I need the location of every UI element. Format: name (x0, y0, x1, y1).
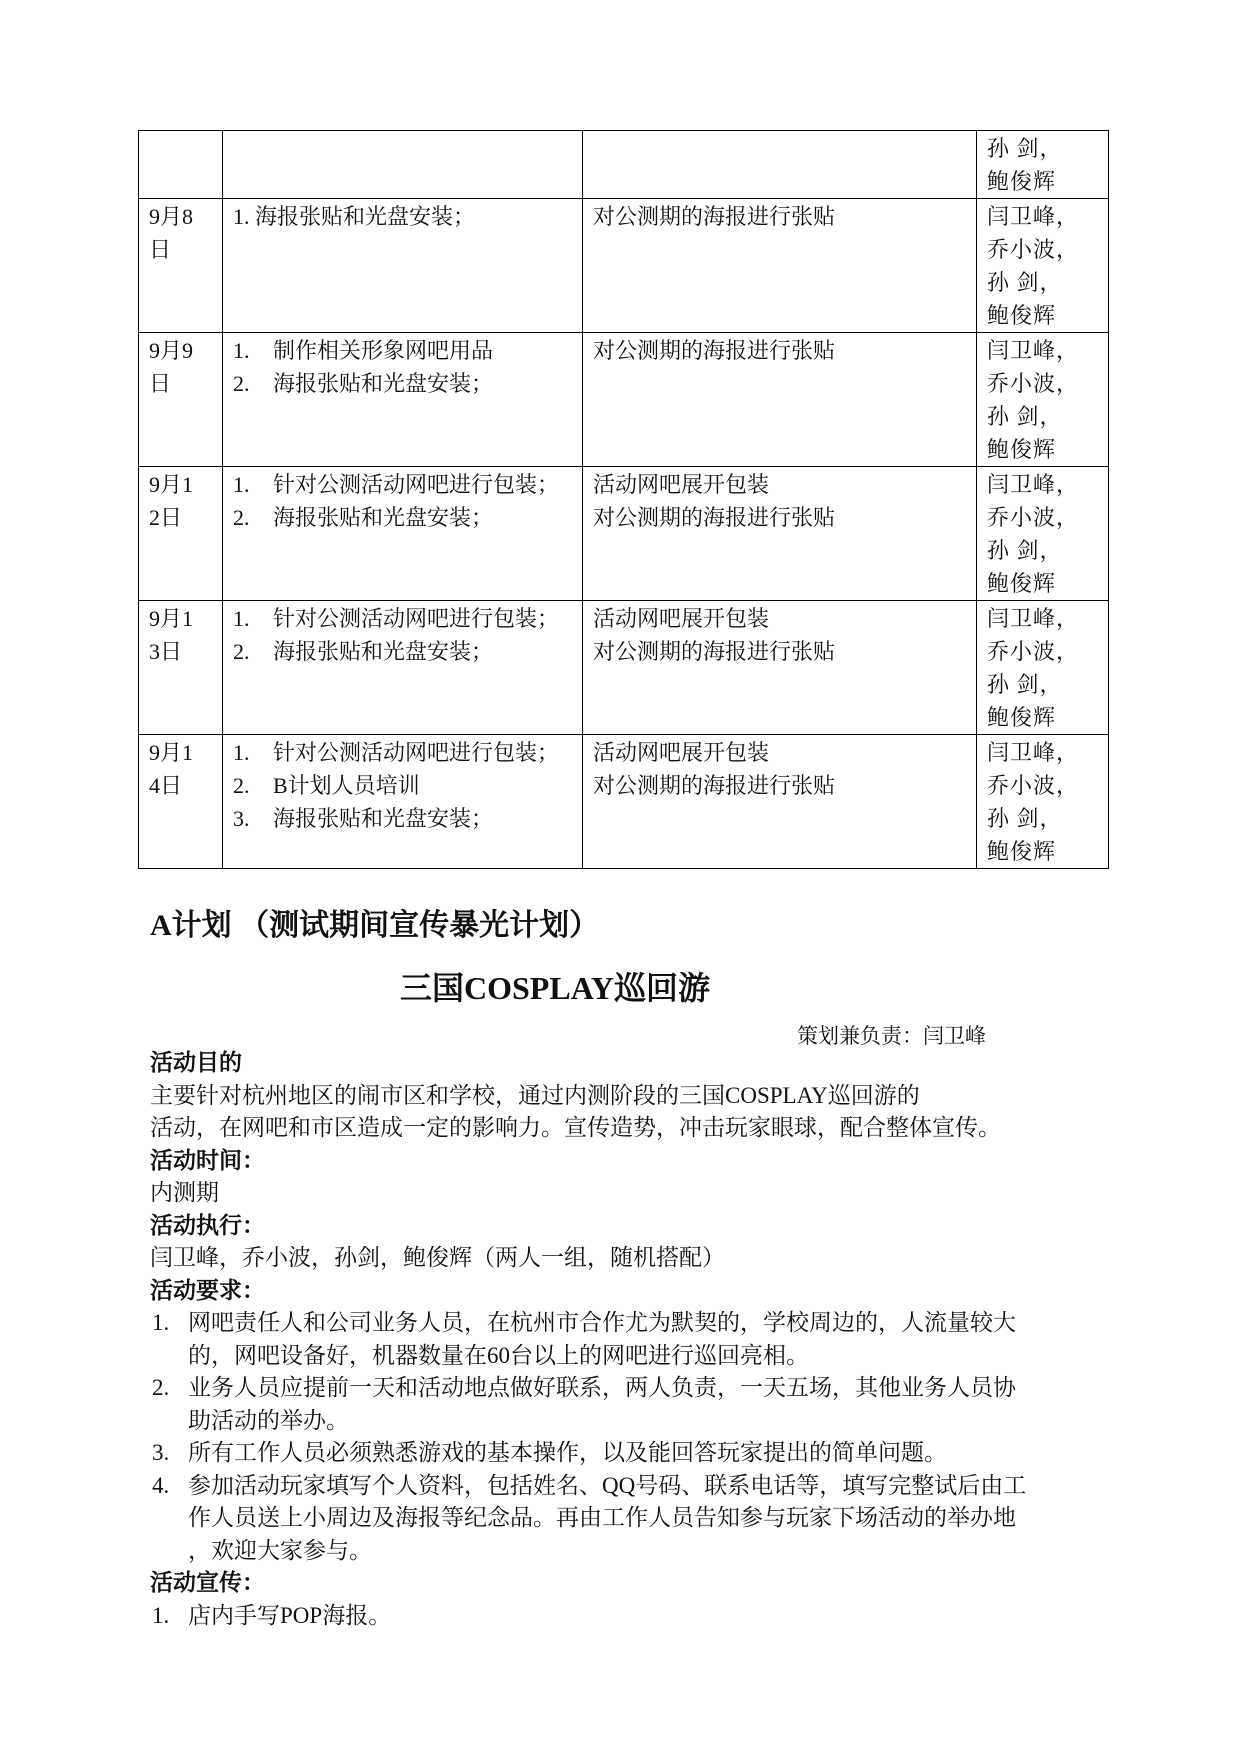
schedule-table (138, 130, 1109, 869)
planner-credit: 策划兼负责：闫卫峰 (797, 1024, 986, 1048)
table-row (139, 199, 1109, 333)
tasks-cell (223, 333, 583, 467)
desc-cell (583, 131, 977, 199)
people-cell: 闫卫峰， 乔小波， 孙 剑， 鲍俊辉 (977, 467, 1109, 601)
date-cell: 9月12日 (139, 467, 223, 601)
list-item: 2. 海报张贴和光盘安装； (233, 639, 494, 664)
tasks-cell (223, 131, 583, 199)
people-cell: 闫卫峰， 乔小波， 孙 剑， 鲍俊辉 (977, 199, 1109, 333)
time-heading: 活动时间： (150, 1147, 265, 1173)
people-cell: 孙 剑， 鲍俊辉 (977, 131, 1109, 199)
requirements-heading: 活动要求： (150, 1277, 265, 1303)
plan-heading: A计划 （测试期间宣传暴光计划） (150, 909, 600, 942)
list-item: 1. 针对公测活动网吧进行包装； (233, 472, 560, 497)
execution-value: 闫卫峰，乔小波，孙剑，鲍俊辉（两人一组，随机搭配） (150, 1245, 725, 1270)
list-item: 2. B计划人员培训 (233, 773, 420, 798)
desc-cell: 活动网吧展开包装 对公测期的海报进行张贴 (583, 601, 977, 735)
people-cell: 闫卫峰， 乔小波， 孙 剑， 鲍俊辉 (977, 333, 1109, 467)
people-cell: 闫卫峰， 乔小波， 孙 剑， 鲍俊辉 (977, 735, 1109, 869)
purpose-line: 活动，在网吧和市区造成一定的影响力。宣传造势，冲击玩家眼球，配合整体宣传。 (150, 1115, 1001, 1140)
date-cell: 9月13日 (139, 601, 223, 735)
time-value: 内测期 (150, 1180, 219, 1205)
list-item: 2. 海报张贴和光盘安装； (233, 371, 494, 396)
desc-cell: 活动网吧展开包装 对公测期的海报进行张贴 (583, 735, 977, 869)
tasks-cell (223, 735, 583, 869)
date-cell: 9月8日 (139, 199, 223, 333)
purpose-heading: 活动目的 (150, 1050, 242, 1075)
list-item: 1. 针对公测活动网吧进行包装； (233, 606, 560, 631)
requirements-list (150, 1307, 1100, 1567)
tasks-cell (223, 601, 583, 735)
list-item: 1. 店内手写POP海报。 (152, 1602, 392, 1628)
list-item: 1. 网吧责任人和公司业务人员，在杭州市合作尤为默契的，学校周边的，人流量较大 的，网吧设备好，机器数量在60台以上的网吧进行巡回亮相。 (152, 1310, 1016, 1368)
promotion-heading: 活动宣传： (150, 1570, 265, 1595)
tasks-cell: 1. 海报张贴和光盘安装； (223, 199, 583, 333)
purpose-line: 主要针对杭州地区的闹市区和学校，通过内测阶段的三国COSPLAY巡回游的 (150, 1082, 920, 1108)
promotion-list (150, 1600, 1100, 1633)
desc-cell: 对公测期的海报进行张贴 (583, 199, 977, 333)
list-item: 4. 参加活动玩家填写个人资料，包括姓名、QQ号码、联系电话等，填写完整试后由工 作人员送上小周边及海报等纪念品。再由工作人员告知参与玩家下场活动的举办地 ，欢迎大家参与。 (152, 1472, 1027, 1563)
list-item: 2. 海报张贴和光盘安装； (233, 505, 494, 530)
date-cell: 9月14日 (139, 735, 223, 869)
desc-cell: 活动网吧展开包装 对公测期的海报进行张贴 (583, 467, 977, 601)
table-row (139, 735, 1109, 869)
date-cell (139, 131, 223, 199)
tasks-cell (223, 467, 583, 601)
list-item: 1. 制作相关形象网吧用品 (233, 338, 494, 363)
table-row (139, 601, 1109, 735)
list-item: 2. 业务人员应提前一天和活动地点做好联系，两人负责，一天五场，其他业务人员协 助活动的举办。 (152, 1375, 1016, 1433)
table-row (139, 467, 1109, 601)
event-title: 三国COSPLAY巡回游 (400, 970, 710, 1006)
execution-heading: 活动执行： (150, 1212, 265, 1238)
date-cell: 9月9日 (139, 333, 223, 467)
table-row (139, 131, 1109, 199)
plan-body (150, 1047, 1100, 1632)
table-row (139, 333, 1109, 467)
list-item: 3. 海报张贴和光盘安装； (233, 806, 494, 831)
list-item: 1. 针对公测活动网吧进行包装； (233, 740, 560, 765)
desc-cell: 对公测期的海报进行张贴 (583, 333, 977, 467)
list-item: 3. 所有工作人员必须熟悉游戏的基本操作，以及能回答玩家提出的简单问题。 (152, 1440, 947, 1465)
people-cell: 闫卫峰， 乔小波， 孙 剑， 鲍俊辉 (977, 601, 1109, 735)
